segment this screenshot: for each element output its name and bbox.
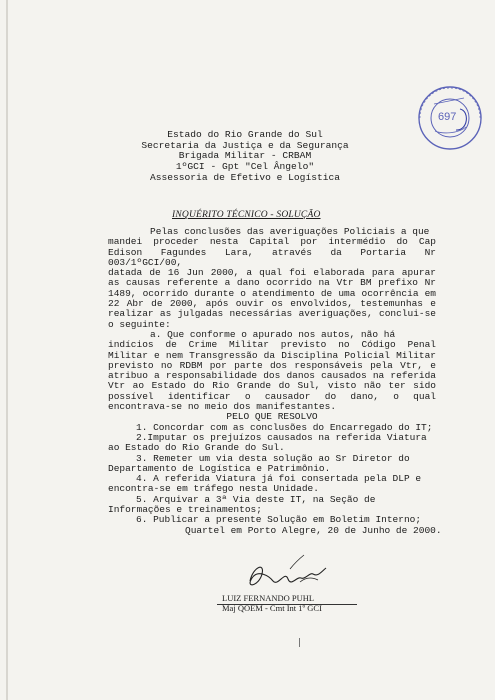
body-line: 6. Publicar a presente Solução em Boletim Interno; [136, 514, 422, 526]
document-title: INQUÉRITO TÉCNICO - SOLUÇÃO [172, 210, 321, 220]
body-line: indícios de Crime Militar previsto no Código Penal [108, 339, 436, 351]
body-line: 22 Abr de 2000, após ouvir os envolvidos, testemunhas e [108, 298, 436, 310]
signatory-role: Maj QOEM - Cmt Int 1º GCI [222, 603, 322, 613]
header-line-state: Estado do Rio Grande do Sul [167, 129, 323, 140]
stamp-number: 697 [438, 111, 457, 123]
document-date: Quartel em Porto Alegre, 20 de Junho de 2000. [185, 524, 442, 536]
body-line: Edison Fagundes Lara, através da Portaria Nr 003/1ºGCI/00, [108, 246, 436, 268]
document-body [108, 226, 442, 536]
signatory-name: LUIZ FERNANDO PUHL [222, 593, 315, 603]
document-header [90, 130, 400, 184]
resolution-heading: PELO QUE RESOLVO [226, 411, 318, 423]
header-line-secretariat: Secretaria da Justiça e da Segurança [141, 139, 349, 151]
body-line: Vtr ao Estado do Rio Grande do Sul, visto não ter sido [108, 380, 436, 392]
body-line: realizar as julgadas necessárias averiguações, conclui-se [108, 308, 436, 320]
body-line: a. Que conforme o apurado nos autos, não há [150, 328, 396, 340]
body-line: encontra-se em tráfego nesta Unidade. [108, 483, 319, 495]
handwritten-signature-icon [230, 547, 342, 597]
body-line: 4. A referida Viatura já foi consertada pela DLP e [136, 473, 422, 485]
body-line: Militar e nem Transgressão da Disciplina Policial Militar [108, 349, 436, 361]
scan-edge [6, 0, 8, 700]
body-line: Informações e treinamentos; [108, 504, 262, 516]
body-line: 1489, ocorrido durante o atendimento de uma ocorrência em [108, 287, 436, 299]
body-line: 2.Imputar os prejuízos causados na referida Viatura [136, 431, 427, 443]
body-line: Pelas conclusões das averiguações Policiais a que [150, 226, 430, 237]
body-line: atribuo a responsabilidade dos danos causados na referida [108, 370, 436, 382]
body-line: 1. Concordar com as conclusões do Encarregado do IT; [136, 421, 433, 433]
header-line-brigade: Brigada Militar - CRBAM [178, 150, 312, 162]
body-line: possível identificar o causador do dano, o qual [108, 390, 436, 402]
body-line: as causas referente a dano ocorrido na Vtr BM prefixo Nr [108, 277, 436, 289]
body-line: ao Estado do Rio Grande do Sul. [108, 442, 285, 454]
official-stamp-icon [412, 82, 486, 156]
header-line-advisory: Assessoria de Efetivo e Logística [150, 171, 340, 183]
header-line-unit: 1ºGCI - Gpt "Cel Ângelo" [175, 161, 315, 173]
page-mark [299, 638, 300, 647]
body-line: mandei proceder nesta Capital por intermédio do Cap [108, 236, 436, 248]
body-line: 3. Remeter um via desta solução ao Sr Diretor do [136, 452, 410, 464]
body-line: 5. Arquivar a 3ª Via deste IT, na Seção de [136, 493, 376, 505]
body-line: Departamento de Logística e Patrimônio. [108, 462, 331, 474]
body-line: o seguinte: [108, 318, 171, 330]
body-line: encontrava-se no meio dos manifestantes. [108, 401, 337, 413]
body-line: previsto no RDBM por parte dos responsáveis pela Vtr, e [108, 359, 436, 371]
body-line: datada de 16 Jun 2000, a qual foi elaborada para apurar [108, 267, 436, 279]
